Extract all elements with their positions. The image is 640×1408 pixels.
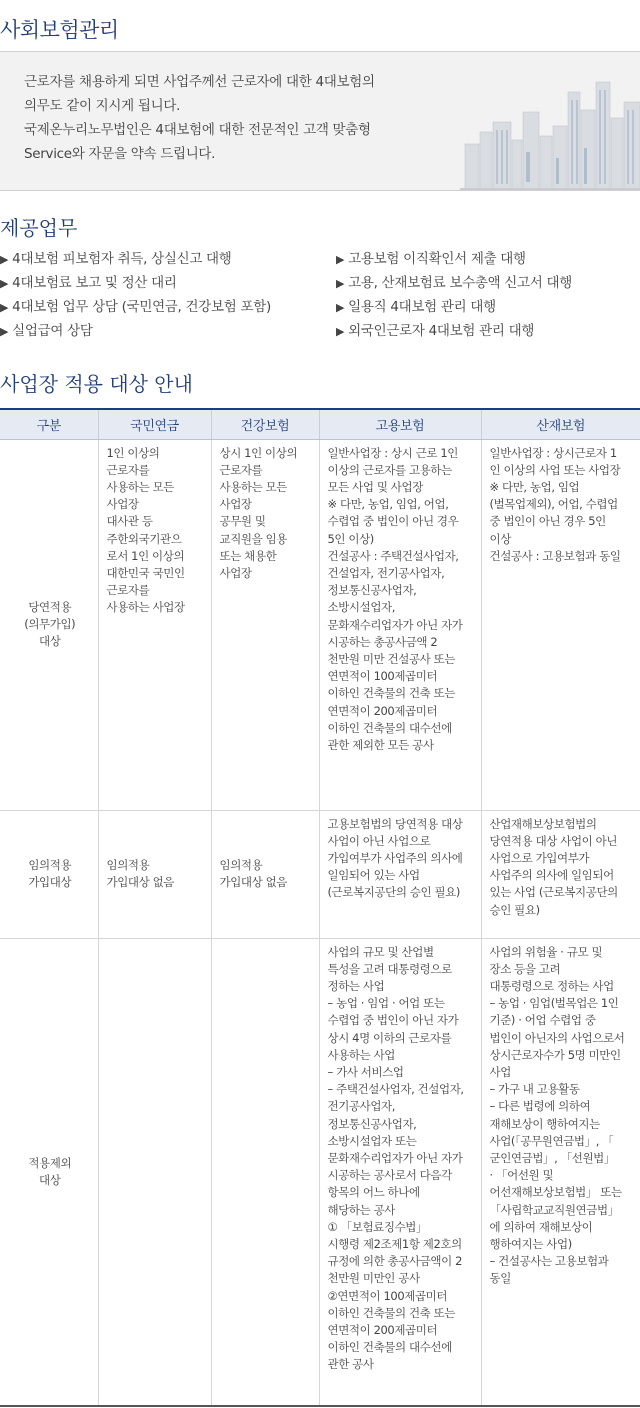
cell-text-line: (의무가입) (24, 616, 76, 631)
cell-text-line: 대상 (39, 1172, 61, 1187)
cell-text-line: 일반사업장 : 상시 근로 1인 (327, 445, 459, 460)
arrow-bullet-icon: ▶ (336, 253, 345, 266)
cell-text-line: 이하인 건축물의 대수선에 (327, 1340, 452, 1355)
cell-text-line: ②연면적이 100제곱미터 (327, 1288, 448, 1303)
cell-text-line: 일반사업장 : 상시근로자 1 (489, 445, 617, 460)
cell-text-line: 임의적용 (219, 857, 263, 872)
arrow-bullet-icon: ▶ (336, 277, 345, 290)
cell-text-line: ※ 다만, 농업, 임업 (489, 479, 580, 494)
cell-text-line: 사용하는 모든 (219, 479, 288, 494)
cell-text-line: 장소 등을 고려 (489, 961, 561, 976)
cell-text-line: 대상 (39, 634, 61, 649)
cell-text-line: 특성을 고려 대통령령으로 (327, 961, 452, 976)
cell-text-line: 가입대상 없음 (106, 875, 175, 889)
header-category: 구분 (0, 409, 98, 439)
cell-text-line: 사업(「공무원연금법」, 「 (489, 1133, 614, 1148)
arrow-bullet-icon: ▶ (336, 301, 345, 314)
cell-text-line: 건설공사 : 주택건설사업자, (327, 548, 459, 563)
cell-text-line: 고용보험법의 당연적용 대상 (327, 816, 463, 831)
cell-text-line: 행하여지는 사업) (489, 1236, 572, 1251)
header-employment-insurance: 고용보험 (319, 409, 481, 439)
cell-text-line: 근로자를 (219, 462, 263, 477)
cell-text-line: 수렵업 중 법인이 아닌 경우 (327, 514, 459, 529)
cell-text-line: – 농업 · 임업 · 어업 또는 (327, 996, 445, 1011)
cell-text-line: 연면적이 200제곱미터 (327, 1322, 438, 1337)
arrow-bullet-icon: ▶ (0, 301, 9, 314)
section-title-services: 제공업무 (0, 216, 78, 240)
cell-text-line: 대통령령으로 정하는 사업 (489, 978, 614, 993)
cell-text-line: 상시 4명 이하의 근로자를 (327, 1030, 452, 1045)
cell-text-line: 사업장 (106, 497, 139, 512)
cell-text-line: 당연적용 (28, 599, 72, 614)
cell-text-line: 사업으로 가입여부가 (489, 850, 590, 865)
intro-line: 의무도 같이 지시게 됩니다. (24, 98, 181, 114)
cell-text-line: 항목의 어느 하나에 (327, 1185, 420, 1200)
cell-text-line: 가입여부가 사업주의 의사에 (327, 850, 463, 865)
cell-text-line: 시행령 제2조제1항 제2호의 (327, 1236, 462, 1251)
cell-text-line: 일임되어 있는 사업 (327, 868, 420, 883)
cell-text-line: 승인 필요) (489, 902, 540, 917)
cell-text-line: 관한 제외한 모든 공사 (327, 737, 434, 752)
cell-text-line: · 「어선원 및 (489, 1168, 554, 1183)
cell-text-line: 이상의 근로자를 고용하는 (327, 462, 452, 477)
cell-text-line: ※ 다만, 농업, 임업, 어업, (327, 497, 449, 512)
services-list-left (0, 247, 320, 343)
service-item-label: 외국인근로자 4대보험 관리 대행 (348, 323, 535, 339)
service-item-label: 고용, 산재보험료 보수총액 신고서 대행 (348, 275, 572, 291)
cell-text-line: – 건설공사는 고용보험과 (489, 1254, 609, 1269)
cell-text-line: 재해보상이 행하여지는 (489, 1116, 600, 1131)
header-accident-insurance: 산재보험 (481, 409, 640, 439)
cell-text-line: 사용하는 사업장 (106, 600, 185, 615)
cell-text-line: 사용하는 모든 (106, 479, 175, 494)
cell-text-line: 5인 이상) (327, 531, 374, 546)
section-title-coverage: 사업장 적용 대상 안내 (0, 372, 193, 396)
cell-text-line: 교직원을 임용 (219, 531, 288, 546)
cell-text-line: 근로자를 (106, 583, 150, 598)
cell-text-line: 시공하는 총공사금액 2 (327, 634, 438, 649)
cell-text-line: 로서 1인 이상의 (106, 548, 185, 563)
header-health-insurance: 건강보험 (211, 409, 319, 439)
cell-text-line: 군인연금법」, 「선원법」 (489, 1150, 615, 1165)
cell-text-line: 정보통신공사업자, (327, 1116, 417, 1131)
service-item-label: 실업급여 상담 (12, 323, 93, 339)
pension-cell (98, 810, 211, 938)
cell-text-line: 정보통신공사업자, (327, 583, 417, 598)
service-item (0, 295, 320, 319)
cell-text-line: 상시근로자수가 5명 미만인 (489, 1047, 621, 1062)
service-item-label: 일용직 4대보험 관리 대행 (348, 299, 496, 315)
section-title-social-insurance: 사회보험관리 (0, 18, 119, 42)
service-item (0, 319, 320, 343)
cell-text-line: 이상 (489, 531, 511, 546)
health-cell (211, 938, 319, 1406)
intro-text (24, 70, 375, 166)
cell-text-line: 가입대상 (28, 875, 72, 889)
intro-box (0, 51, 640, 191)
cell-text-line: 사업주의 의사에 일임되어 (489, 868, 614, 883)
arrow-bullet-icon: ▶ (336, 325, 345, 338)
service-item-label: 4대보험 업무 상담 (국민연금, 건강보험 포함) (12, 299, 271, 315)
cell-text-line: – 농업 · 임업(벌목업은 1인 (489, 996, 619, 1011)
service-item-label: 4대보험료 보고 및 정산 대리 (12, 275, 177, 291)
table-header-row (0, 409, 640, 439)
cell-text-line: 임의적용 (106, 857, 150, 872)
cell-text-line: 사업의 규모 및 산업별 (327, 944, 434, 959)
health-cell (211, 810, 319, 938)
cell-text-line: 가입대상 없음 (219, 875, 288, 889)
cell-text-line: – 다른 법령에 의하여 (489, 1099, 591, 1114)
cell-text-line: 사업이 아닌 사업으로 (327, 833, 431, 848)
cell-text-line: 천만원 미만 건설공사 또는 (327, 651, 456, 666)
cell-text-line: 이하인 건축물의 대수선에 (327, 720, 452, 735)
table-row (0, 439, 640, 810)
pension-cell (98, 439, 211, 810)
cell-text-line: 근로자를 (106, 462, 150, 477)
cell-text-line: 사용하는 사업 (327, 1047, 396, 1062)
accident-cell (481, 439, 640, 810)
service-item-label: 고용보험 이직확인서 제출 대행 (348, 251, 526, 267)
cell-text-line: 또는 채용한 (219, 548, 277, 563)
cell-text-line: (근로복지공단의 승인 필요) (327, 885, 460, 900)
cell-text-line: 정하는 사업 (327, 978, 385, 993)
cell-text-line: – 가구 내 고용활동 (489, 1082, 580, 1097)
cell-text-line: (벌목업제외), 어업, 수렵업 (489, 497, 618, 512)
coverage-table (0, 408, 640, 1407)
cell-text-line: 문화재수리업자가 아닌 자가 (327, 1150, 463, 1165)
cell-text-line: 시공하는 공사로서 다음각 (327, 1168, 452, 1183)
cell-text-line: 있는 사업 (근로복지공단의 (489, 885, 618, 900)
cell-text-line: 대한민국 국민인 (106, 565, 185, 580)
cell-text-line: 대사관 등 (106, 514, 153, 529)
cell-text-line: 해당하는 공사 (327, 1202, 396, 1217)
cell-text-line: 모든 사업 및 사업장 (327, 479, 423, 494)
cell-text-line: 산업재해보상보험법의 (489, 816, 597, 831)
intro-line: Service와 자문을 약속 드립니다. (24, 146, 216, 162)
service-item (336, 319, 640, 343)
employment-cell (319, 810, 481, 938)
cell-text-line: 전기공사업자, (327, 1099, 396, 1114)
cell-text-line: 연면적이 100제곱미터 (327, 669, 438, 684)
cell-text-line: 이하인 건축물의 건축 또는 (327, 686, 456, 701)
intro-line: 국제온누리노무법인은 4대보험에 대한 전문적인 고객 맞춤형 (24, 122, 371, 138)
cell-text-line: 기준) · 어업 수렵업 중 (489, 1013, 596, 1028)
cell-text-line: 이하인 건축물의 건축 또는 (327, 1305, 456, 1320)
intro-line: 근로자를 채용하게 되면 사업주께선 근로자에 대한 4대보험의 (24, 74, 375, 90)
cell-text-line: 공무원 및 (219, 514, 266, 529)
cell-text-line: 임의적용 (28, 857, 72, 872)
cell-text-line: 사업의 위험율 · 규모 및 (489, 944, 603, 959)
cell-text-line: 인 이상의 사업 또는 사업장 (489, 462, 621, 477)
header-national-pension: 국민연금 (98, 409, 211, 439)
service-item (0, 271, 320, 295)
service-item (0, 247, 320, 271)
table-row (0, 810, 640, 938)
cell-text-line: 규정에 의한 총공사금액이 2 (327, 1254, 462, 1269)
city-skyline-illustration (460, 52, 640, 190)
cell-text-line: 사업 (489, 1064, 511, 1079)
cell-text-line: – 가사 서비스업 (327, 1064, 404, 1079)
cell-text-line: 1인 이상의 (106, 445, 160, 460)
service-item (336, 295, 640, 319)
employment-cell (319, 938, 481, 1406)
service-item (336, 247, 640, 271)
cell-text-line: 중 법인이 아닌 경우 5인 (489, 514, 606, 529)
service-item-label: 4대보험 피보험자 취득, 상실신고 대행 (12, 251, 232, 267)
arrow-bullet-icon: ▶ (0, 253, 9, 266)
cell-text-line: 건설업자, 전기공사업자, (327, 565, 445, 580)
cell-text-line: 소방시설업자, (327, 600, 396, 615)
cell-text-line: ① 「보험료징수법」 (327, 1219, 428, 1234)
cell-text-line: 건설공사 : 고용보험과 동일 (489, 548, 621, 563)
cell-text-line: 에 의하여 재해보상이 (489, 1219, 593, 1234)
cell-text-line: 천만원 미만인 공사 (327, 1271, 420, 1286)
service-item (336, 271, 640, 295)
row-label (0, 938, 98, 1406)
arrow-bullet-icon: ▶ (0, 277, 9, 290)
cell-text-line: 관한 공사 (327, 1357, 374, 1372)
cell-text-line: 적용제외 (28, 1155, 72, 1170)
row-label (0, 439, 98, 810)
cell-text-line: 사업장 (219, 565, 252, 580)
cell-text-line: 상시 1인 이상의 (219, 445, 298, 460)
cell-text-line: 동일 (489, 1271, 511, 1286)
cell-text-line: 「사립학교교직원연금법」 (489, 1202, 619, 1217)
employment-cell (319, 439, 481, 810)
pension-cell (98, 938, 211, 1406)
table-row (0, 938, 640, 1406)
cell-text-line: 법인이 아닌자의 사업으로서 (489, 1030, 625, 1045)
cell-text-line: 사업장 (219, 497, 252, 512)
cell-text-line: 수렵업 중 법인이 아닌 자가 (327, 1013, 459, 1028)
cell-text-line: – 주택건설사업자, 건설업자, (327, 1082, 464, 1097)
accident-cell (481, 810, 640, 938)
arrow-bullet-icon: ▶ (0, 325, 9, 338)
cell-text-line: 연면적이 200제곱미터 (327, 703, 438, 718)
cell-text-line: 소방시설업자 또는 (327, 1133, 417, 1148)
accident-cell (481, 938, 640, 1406)
cell-text-line: 주한외국기관으 (106, 531, 182, 546)
cell-text-line: 문화재수리업자가 아닌 자가 (327, 617, 463, 632)
health-cell (211, 439, 319, 810)
cell-text-line: 어선재해보상보험법」 또는 (489, 1185, 622, 1200)
services-list-right (336, 247, 640, 343)
cell-text-line: 당연적용 대상 사업이 아닌 (489, 833, 618, 848)
row-label (0, 810, 98, 938)
